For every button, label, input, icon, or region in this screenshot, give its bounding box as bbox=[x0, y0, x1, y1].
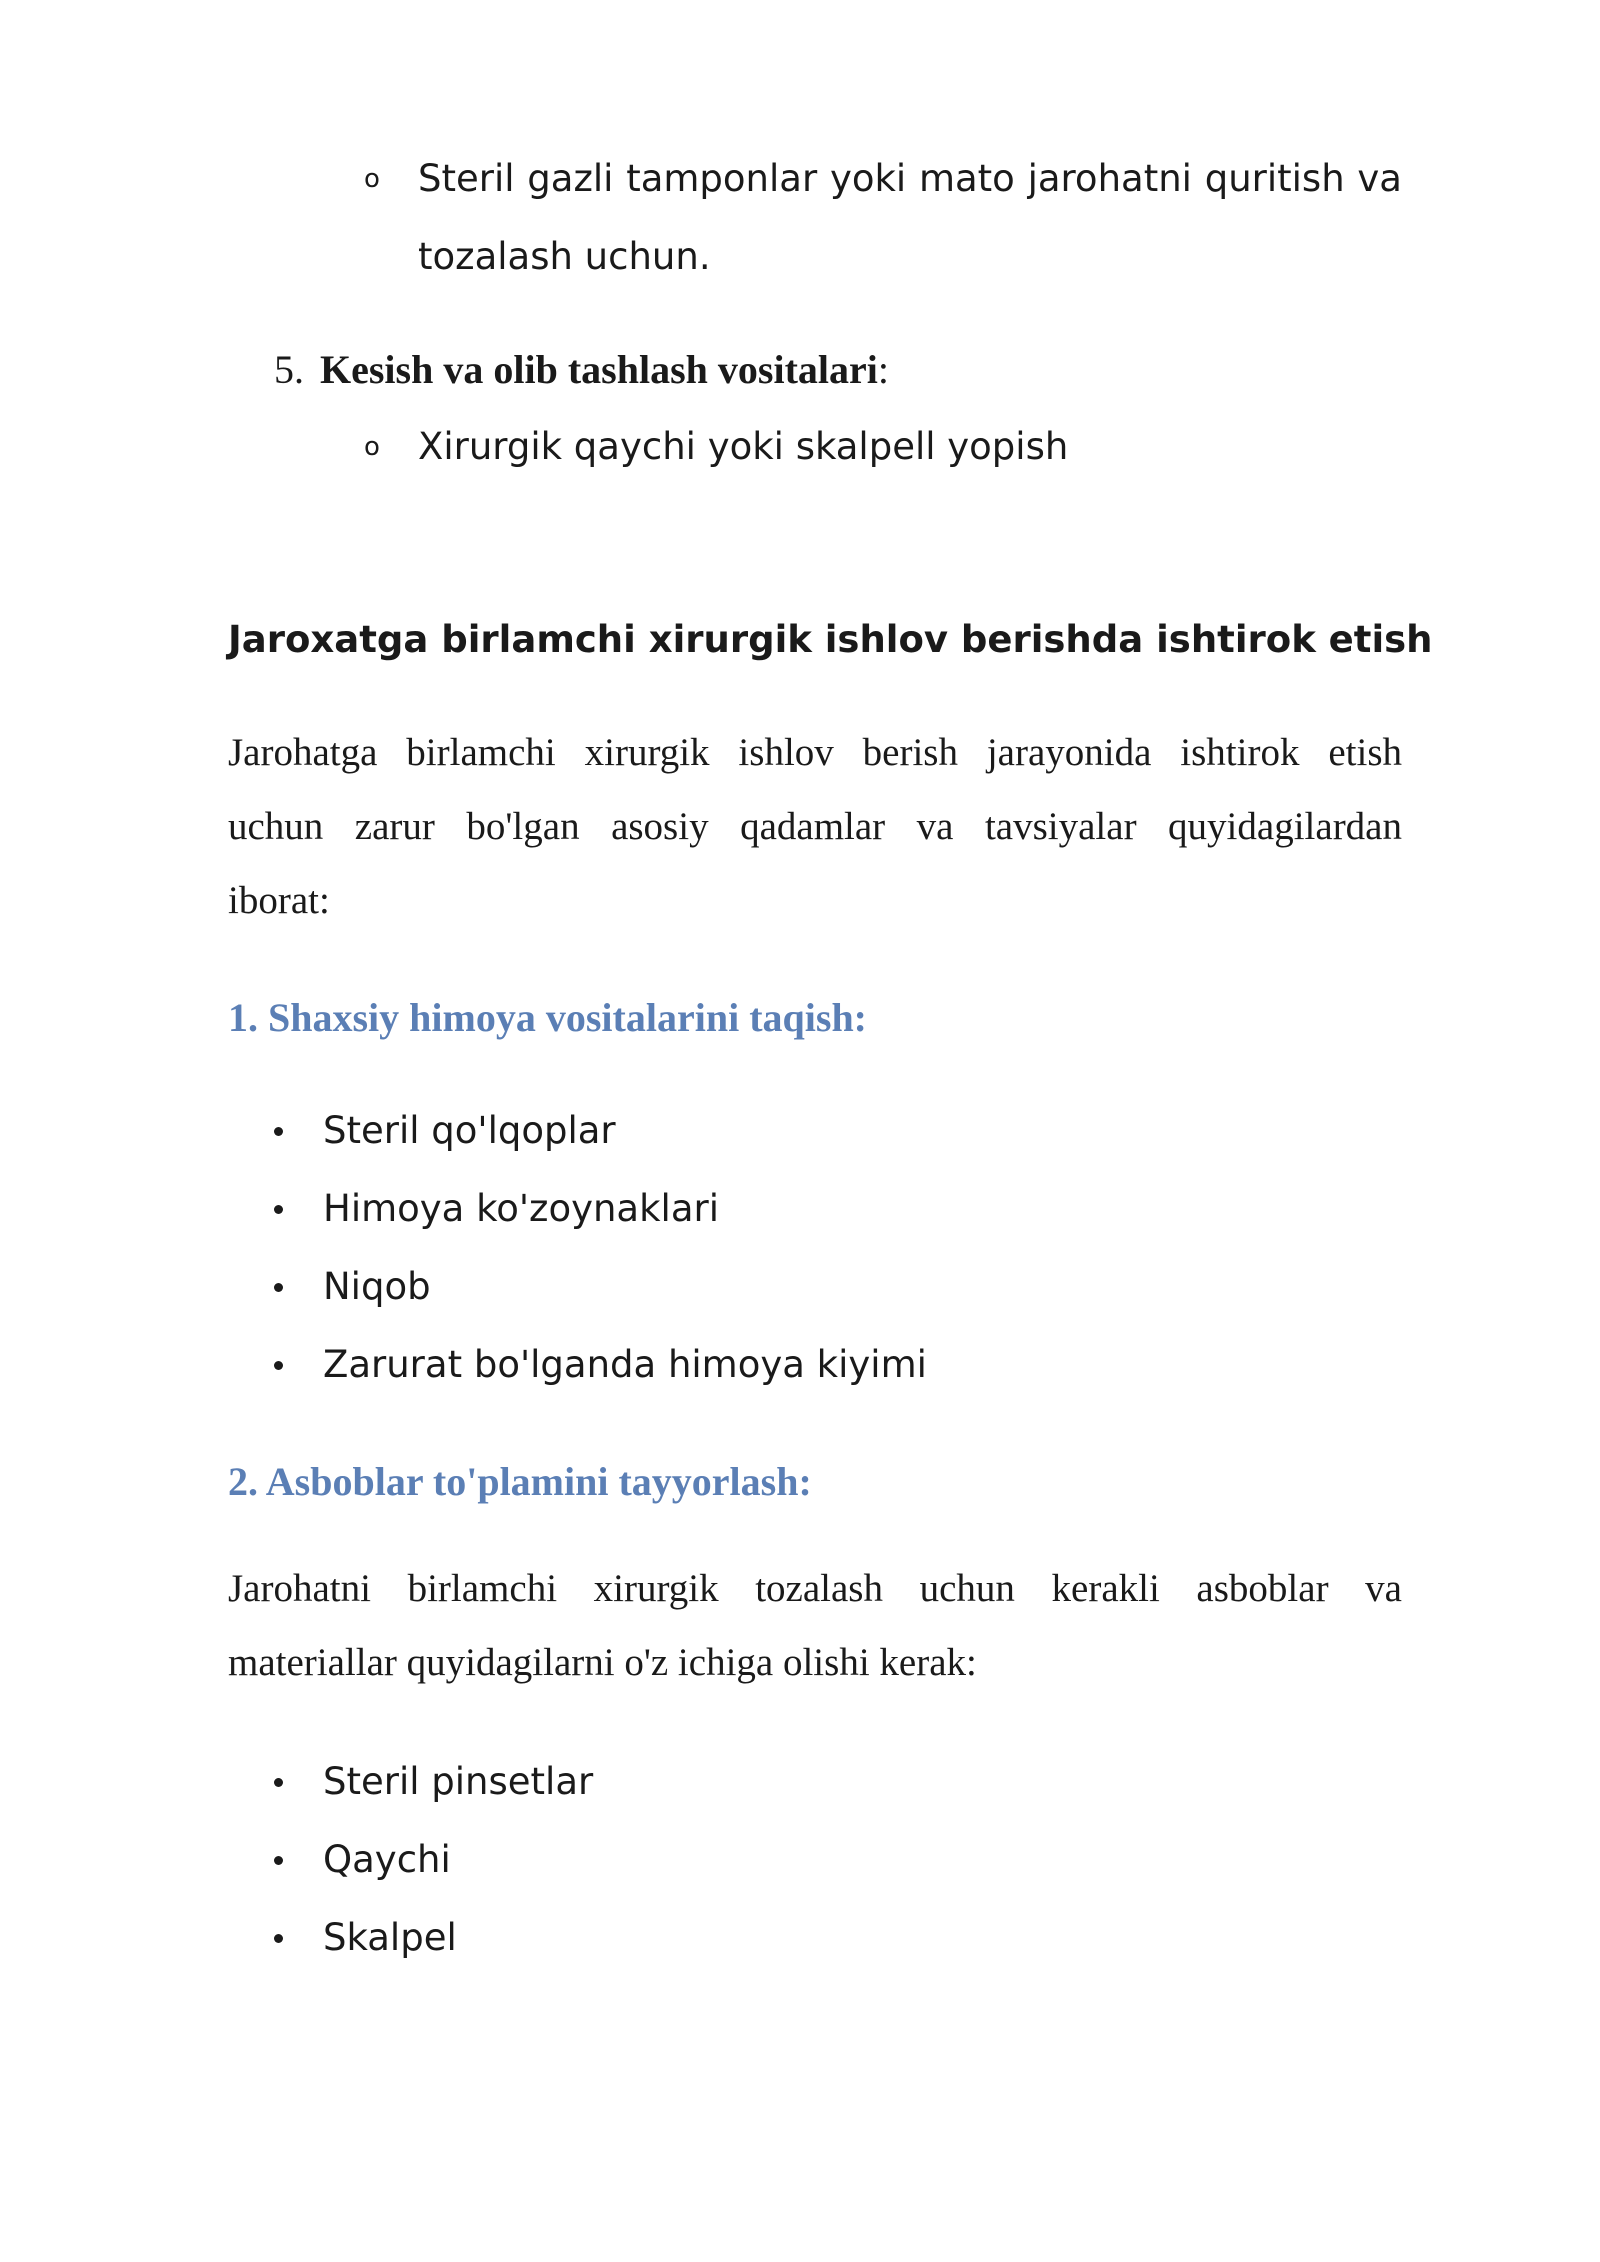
bullet-dot-icon bbox=[274, 1205, 283, 1214]
list-item-text: Steril pinsetlar bbox=[323, 1760, 594, 1803]
bullet-dot-icon bbox=[274, 1361, 283, 1370]
sub-list-item bbox=[364, 140, 1402, 296]
paragraph-line: uchun zarur bo'lgan asosiy qadamlar va tavsiyalar quyidagilardan bbox=[228, 805, 1402, 848]
list-item-text: Steril qo'lqoplar bbox=[323, 1109, 616, 1152]
list-item-text: Qaychi bbox=[323, 1838, 451, 1881]
hollow-bullet-icon: o bbox=[364, 432, 380, 462]
list-item-text: Niqob bbox=[323, 1265, 431, 1308]
list-item bbox=[270, 1170, 927, 1248]
item-title-colon: : bbox=[877, 347, 889, 392]
paragraph-line: materiallar quyidagilarni o'z ichiga olishi kerak: bbox=[228, 1641, 977, 1684]
bullet-dot-icon bbox=[274, 1127, 283, 1136]
paragraph-line: iborat: bbox=[228, 879, 330, 922]
list-item-text: Zarurat bo'lganda himoya kiyimi bbox=[323, 1343, 927, 1386]
step-2-heading: 2. Asboblar to'plamini tayyorlash: bbox=[228, 1459, 812, 1504]
list-item bbox=[270, 1326, 927, 1404]
sub-item-line-1: Steril gazli tamponlar yoki mato jarohatni quritish va bbox=[418, 157, 1402, 200]
step-1-list bbox=[270, 1092, 927, 1404]
list-item-text: Himoya ko'zoynaklari bbox=[323, 1187, 719, 1230]
list-item bbox=[270, 1899, 593, 1977]
bullet-dot-icon bbox=[274, 1778, 283, 1787]
list-item bbox=[270, 1092, 927, 1170]
numbered-item-5 bbox=[274, 340, 889, 400]
item-title: Kesish va olib tashlash vositalari bbox=[320, 347, 878, 392]
list-item bbox=[270, 1743, 593, 1821]
sub-item-text: Xirurgik qaychi yoki skalpell yopish bbox=[418, 425, 1069, 468]
item-number: 5. bbox=[274, 347, 304, 392]
bullet-dot-icon bbox=[274, 1934, 283, 1943]
bullet-dot-icon bbox=[274, 1283, 283, 1292]
paragraph-line: Jarohatni birlamchi xirurgik tozalash uchun kerakli asboblar va bbox=[228, 1567, 1402, 1610]
list-item bbox=[270, 1248, 927, 1326]
sub-item-line-2: tozalash uchun. bbox=[418, 235, 711, 278]
bullet-dot-icon bbox=[274, 1856, 283, 1865]
list-item bbox=[270, 1821, 593, 1899]
step-2-list bbox=[270, 1743, 593, 1977]
list-item-text: Skalpel bbox=[323, 1916, 457, 1959]
section-heading: Jaroxatga birlamchi xirurgik ishlov berishda ishtirok etish bbox=[228, 618, 1433, 661]
hollow-bullet-icon: o bbox=[364, 164, 380, 194]
step-1-heading: 1. Shaxsiy himoya vositalarini taqish: bbox=[228, 995, 868, 1040]
step-2-paragraph bbox=[228, 1552, 1402, 1700]
paragraph-line: Jarohatga birlamchi xirurgik ishlov berish jarayonida ishtirok etish bbox=[228, 731, 1402, 774]
intro-paragraph bbox=[228, 716, 1402, 938]
sub-list-item bbox=[364, 408, 1402, 486]
